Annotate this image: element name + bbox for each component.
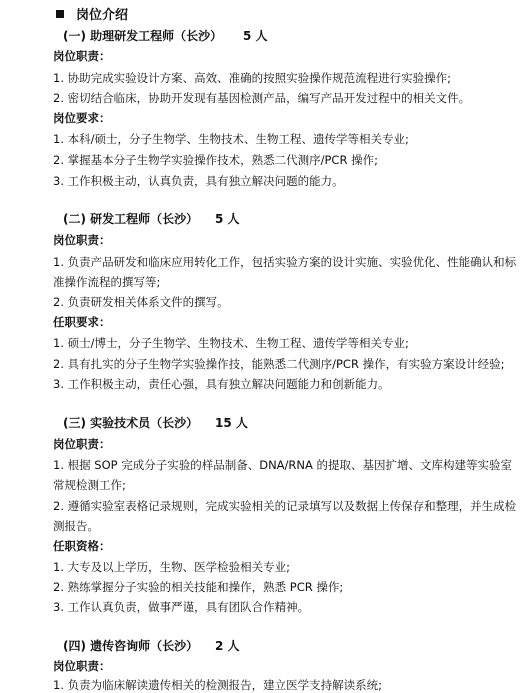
section-label: 岗位要求： bbox=[53, 111, 111, 125]
text-line: 2. 密切结合临床，协助开发现有基因检测产品，编写产品开发过程中的相关文件。 bbox=[53, 91, 471, 105]
text-line: 2. 熟练掌握分子实验的相关技能和操作，熟悉 PCR 操作; bbox=[53, 580, 344, 594]
text-line: 常规检测工作; bbox=[53, 478, 126, 492]
text-line: 2. 具有扎实的分子生物学实验操作技，能熟悉二代测序/PCR 操作，有实验方案设计经验; bbox=[53, 357, 505, 371]
job-title-text: (三) 实验技术员（长沙） bbox=[63, 416, 199, 430]
text-line: 1. 根据 SOP 完成分子实验的样品制备、DNA/RNA 的提取、基因扩增、文库构建等实验室 bbox=[53, 458, 513, 472]
job-title-4 bbox=[63, 637, 240, 654]
job-title-text: (四) 遗传咨询师（长沙） bbox=[63, 639, 199, 653]
text-line: 1. 协助完成实验设计方案、高效、准确的按照实验操作规范流程进行实验操作; bbox=[53, 71, 451, 85]
job-title-1 bbox=[63, 27, 268, 44]
section-heading bbox=[56, 4, 128, 23]
section-label: 岗位职责： bbox=[53, 437, 111, 451]
text-line: 2. 掌握基本分子生物学实验操作技术，熟悉二代测序/PCR 操作; bbox=[53, 153, 378, 167]
job-count: 15 人 bbox=[215, 416, 248, 430]
text-line: 1. 硕士/博士，分子生物学、生物技术、生物工程、遗传学等相关专业; bbox=[53, 336, 409, 350]
text-line: 1. 负责为临床解读遗传相关的检测报告，建立医学支持解读系统; bbox=[53, 678, 382, 692]
text-line: 1. 本科/硕士，分子生物学、生物技术、生物工程、遗传学等相关专业; bbox=[53, 132, 409, 146]
section-label: 岗位职责： bbox=[53, 659, 111, 673]
text-line: 1. 负责产品研发和临床应用转化工作，包括实验方案的设计实施、实验优化、性能确认和标 bbox=[53, 255, 517, 269]
job-title-text: (二) 研发工程师（长沙） bbox=[63, 212, 199, 226]
bullet-square-icon bbox=[56, 10, 64, 18]
job-title-2 bbox=[63, 210, 240, 227]
section-label: 岗位职责： bbox=[53, 49, 111, 63]
text-line: 3. 工作认真负责，做事严谨，具有团队合作精神。 bbox=[53, 600, 310, 614]
job-count: 2 人 bbox=[215, 639, 240, 653]
text-line: 3. 工作积极主动，认真负责，具有独立解决问题的能力。 bbox=[53, 174, 344, 188]
section-label: 任职资格： bbox=[53, 539, 111, 553]
text-line: 2. 负责研发相关体系文件的撰写。 bbox=[53, 295, 229, 309]
text-line: 2. 遵循实验室表格记录规则，完成实验相关的记录填写以及数据上传保存和整理，并生成检 bbox=[53, 499, 517, 513]
section-label: 岗位职责： bbox=[53, 233, 111, 247]
text-line: 测报告。 bbox=[53, 519, 99, 533]
job-count: 5 人 bbox=[215, 212, 240, 226]
job-count: 5 人 bbox=[243, 29, 268, 43]
text-line: 3. 工作积极主动，责任心强，具有独立解决问题能力和创新能力。 bbox=[53, 377, 390, 391]
job-title-text: (一) 助理研发工程师（长沙） bbox=[63, 29, 223, 43]
heading-text: 岗位介绍 bbox=[76, 8, 129, 23]
section-label: 任职要求： bbox=[53, 315, 111, 329]
text-line: 1. 大专及以上学历，生物、医学检验相关专业; bbox=[53, 560, 290, 574]
job-title-3 bbox=[63, 414, 248, 431]
text-line: 准操作流程的撰写等; bbox=[53, 275, 161, 289]
